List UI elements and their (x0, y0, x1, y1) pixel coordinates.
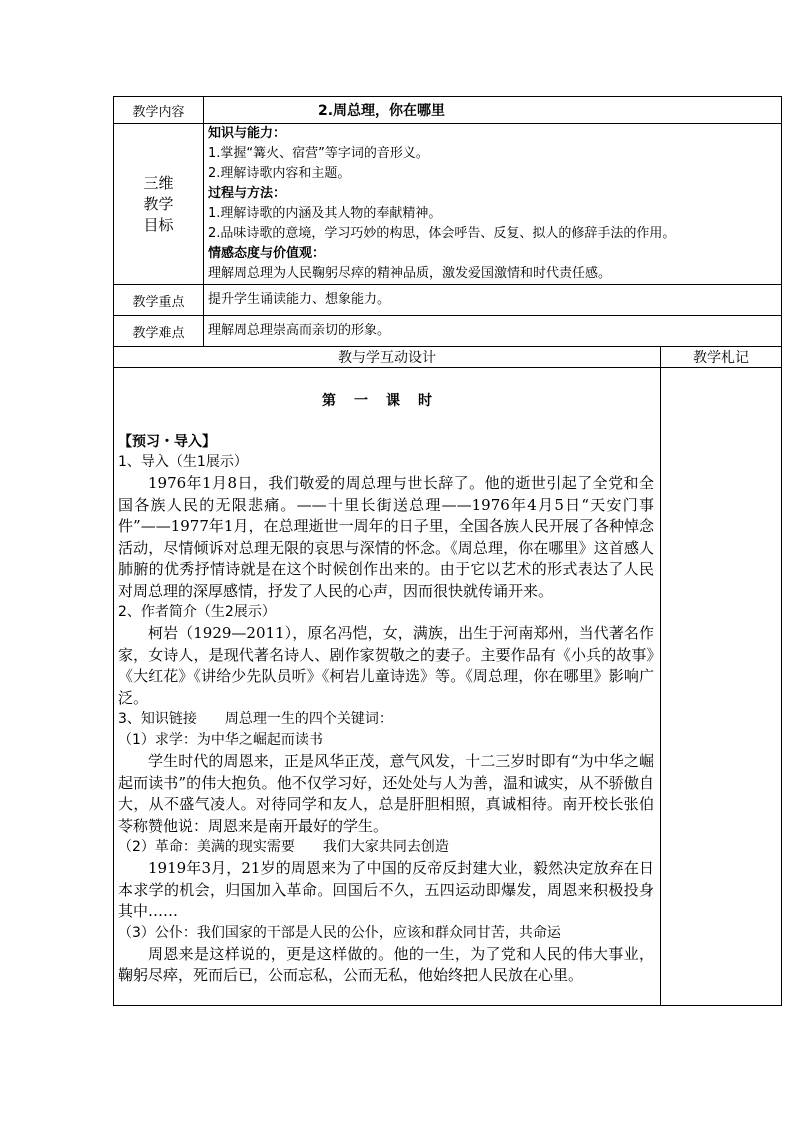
lesson-title: 第一课时 (322, 393, 450, 409)
keyword-revolution-text: 1919年3月，21岁的周恩来为了中国的反帝反封建大业，毅然决定放弃在日本求学的机会，归国加入革命。回国后不久，五四运动即爆发，周恩来积极投身其中…… (118, 859, 654, 920)
section-heading: 【预习・导入】 (118, 434, 216, 450)
key-row (114, 285, 782, 316)
process-heading: 过程与方法： (208, 186, 287, 201)
content-label: 教学内容 (114, 97, 204, 124)
emotion-item: 理解周总理为人民鞠躬尽瘁的精神品质，激发爱国激情和时代责任感。 (208, 266, 612, 281)
process-item: 2.品味诗歌的意境，学习巧妙的构思，体会呼告、反复、拟人的修辞手法的作用。 (208, 226, 676, 241)
goals-label-line: 目标 (143, 215, 174, 234)
link-subtitle: 周总理一生的四个关键词： (224, 711, 393, 727)
emotion-heading: 情感态度与价值观： (208, 246, 326, 261)
keyword-servant-heading: （3）公仆：我们国家的干部是人民的公仆，应该和群众同甘苦，共命运 (118, 924, 561, 941)
design-header: 教与学互动设计 (114, 347, 661, 368)
goals-content (204, 124, 782, 285)
process-item: 1.理解诗歌的内涵及其人物的奉献精神。 (208, 206, 442, 221)
notes-header: 教学札记 (661, 347, 782, 368)
difficulty-label: 教学难点 (114, 316, 204, 347)
goals-label (114, 124, 204, 285)
link-heading-line (118, 709, 654, 730)
author-text: 柯岩（1929—2011），原名冯恺，女，满族，出生于河南郑州，当代著名作家，女诗人，是现代著名诗人、剧作家贺敬之的妻子。主要作品有《小兵的故事》《大红花》《讲给少先队员听》《柯岩儿童诗选》等。《周总理，你在哪里》影响广泛。 (118, 624, 654, 707)
keyword-study-text: 学生时代的周恩来，正是风华正茂，意气风发，十二三岁时即有“为中华之崛起而读书”的伟大抱负。他不仅学习好，还处处与人为善，温和诚实，从不骄傲自大，从不盛气凌人。对待同学和友人，总是肝胆相照，真诚相待。南开校长张伯苓称赞他说：周恩来是南开最好的学生。 (118, 752, 654, 835)
intro-text: 1976年1月8日，我们敬爱的周总理与世长辞了。他的逝世引起了全党和全国各族人民的无限悲痛。——十里长街送总理——1976年4月5日“天安门事件”——1977年1月，在总理逝世一周年的日子里，全国各族人民开展了各种悼念活动，尽情倾诉对总理无限的哀思与深情的怀念。《周总理，你在哪里》这首感人肺腑的优秀抒情诗就是在这个时候创作出来的。由于它以艺术的形式表达了人民对周总理的深厚感情，抒发了人民的心声，因而很快就传诵开来。 (118, 474, 654, 600)
content-title: 2.周总理，你在哪里 (204, 97, 782, 124)
goals-label-line: 三维 (143, 173, 174, 192)
design-header-row (114, 347, 782, 368)
knowledge-item: 1.掌握“篝火、宿营”等字词的音形义。 (208, 146, 429, 161)
design-body-row (114, 368, 782, 1006)
goals-label-line: 教学 (143, 194, 174, 213)
content-row (114, 97, 782, 124)
intro-heading: 1、导入（生1展示） (118, 454, 248, 470)
difficulty-text: 理解周总理崇高而亲切的形象。 (204, 316, 782, 347)
keyword-servant-text: 周恩来是这样说的，更是这样做的。他的一生，为了党和人民的伟大事业，鞠躬尽瘁，死而后已，公而忘私，公而无私，他始终把人民放在心里。 (118, 944, 654, 984)
design-body (114, 368, 661, 1006)
notes-body (661, 368, 782, 1006)
knowledge-item: 2.理解诗歌内容和主题。 (208, 166, 351, 181)
link-heading: 3、知识链接 (118, 711, 197, 727)
author-heading: 2、作者简介（生2展示） (118, 604, 276, 620)
knowledge-heading: 知识与能力： (208, 126, 287, 141)
difficulty-row (114, 316, 782, 347)
keyword-revolution-heading: （2）革命：美满的现实需要 我们大家共同去创造 (118, 839, 449, 855)
key-text: 提升学生诵读能力、想象能力。 (204, 285, 782, 316)
key-label: 教学重点 (114, 285, 204, 316)
lesson-plan-table (113, 96, 782, 1006)
keyword-study-heading: （1）求学：为中华之崛起而读书 (118, 732, 323, 748)
goals-row (114, 124, 782, 285)
